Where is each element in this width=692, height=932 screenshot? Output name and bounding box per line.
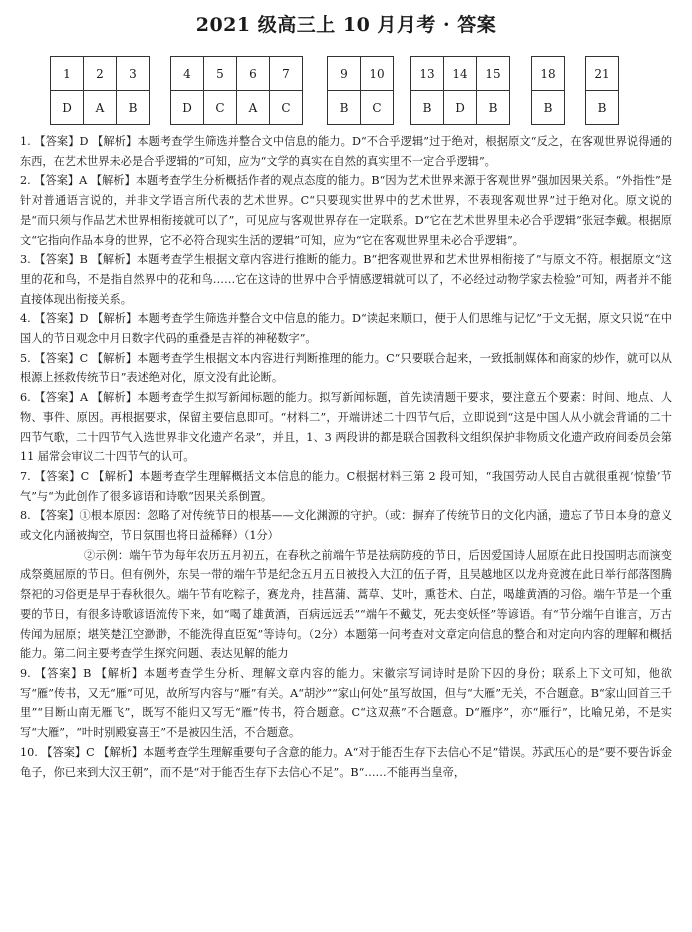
answer-cell [327,56,361,125]
answer-group [50,56,150,125]
answer-label: 7. 【答案】C [20,469,90,483]
explanation-text: 【解析】本题考查学生筛选并整合文中信息的能力。D“不合乎逻辑”过于绝对，根据原文“反之，在客观世界说得通的东西，在艺术世界未必是合乎逻辑的”可知，应为“文学的真实在自然的真实里不一定合乎逻辑”。 [20,135,673,168]
answer-paragraph [20,743,672,782]
answer-paragraph [20,506,672,545]
answer-letter: A [248,100,258,115]
answer-cell [443,56,477,125]
answer-group [585,56,619,125]
answer-letter: D [455,100,465,115]
question-number: 18 [532,57,564,91]
answer-label: 10. 【答案】C [20,745,95,759]
answer-cell [170,56,204,125]
answer-cell [410,56,444,125]
answer-table [0,56,692,124]
answer-paragraph [20,349,672,388]
answer-letter: B [488,100,498,115]
answer-group [170,56,303,125]
answer-letter: D [62,100,72,115]
answer-cell [476,56,510,125]
answer-cell [360,56,394,125]
question-number: 7 [270,57,302,91]
question-number: 2 [84,57,116,91]
answer-paragraph [20,132,672,171]
answer-paragraph [20,388,672,467]
question-number: 21 [586,57,618,91]
question-number: 6 [237,57,269,91]
answer-label: 6. 【答案】A [20,391,89,405]
answer-paragraph [20,664,672,743]
answer-paragraph [20,546,672,664]
page-title: 2021 级高三上 10 月月考 · 答案 [195,14,497,36]
explanation-text: 【解析】本题考查学生根据文本内容进行判断推理的能力。C“只要联合起来，一致抵制媒体和商家的炒作，就可以从根源上拯救传统节日”表述绝对化，原文没有此论断。 [20,351,672,385]
answer-label: 4. 【答案】D [20,312,89,326]
answer-letter: A [95,100,105,115]
answer-letter: C [281,100,291,115]
answer-paragraph [20,309,672,348]
answer-cell [531,56,565,125]
explanation-text: 【解析】本题考查学生根据文章内容进行推断的能力。B“把客观世界和艺术世界相衔接了”与原文不符。根据原文“这里的花和鸟，不是指自然界中的花和鸟……它在这诗的世界中合乎情感逻辑就可以了，不必经过动物学家去检验”可知，两者并不能直接体现出衔接关系。 [20,253,672,306]
explanation-text: 【解析】本题考查学生筛选并整合文中信息的能力。D“读起来顺口，便于人们思维与记忆”于文无据，原文只说“在中国人的节日观念中月日数字代码的重叠是吉祥的神秘数字”。 [20,312,673,346]
answer-label: 1. 【答案】D [20,135,89,148]
answer-letter: B [543,100,553,115]
answer-letter: B [128,100,138,115]
answer-group [410,56,510,125]
question-number: 10 [361,57,393,91]
answer-cell [50,56,84,125]
answer-label: 2. 【答案】A [20,174,88,188]
answer-cell [236,56,270,125]
answer-label: 3. 【答案】B [20,253,88,267]
explanation-text: 【解析】本题考查学生拟写新闻标题的能力。拟写新闻标题，首先读清题干要求，要注意五个要素：时间、地点、人物、事件、原因。再根据要求，保留主要信息即可。“材料二”，开端讲述二十四节气后，立即说到“这是中国人从小就会背诵的二十四节气歌，二十四节气入选世界非文化遗产名录”，并且，1、3 两段讲的都是联合国教科文组织保护非物质文化遗产政府间委员会第 11 届常会审议二十四节气的认可。 [20,391,673,464]
question-number: 9 [328,57,360,91]
answer-paragraph [20,250,672,309]
explanation-text: ②示例：端午节为每年农历五月初五，在春秋之前端午节是祛病防疫的节日，后因爱国诗人屈原在此日投国明志而演变成祭奠屈原的节日。但有例外，东吴一带的端午节是纪念五月五日被投入大江的伍子胥，且吴越地区以龙舟竞渡在此日举行部落图腾祭祀的习俗更是早于春秋很久。端午节有吃粽子，赛龙舟，挂菖蒲、蒿草、艾叶，熏苍术、白芷，喝雄黄酒的习俗。端午节是一个重要的节日，有很多诗歌谚语流传下来，如“喝了雄黄酒，百病远远丢”“端午不戴艾，死去变妖怪”等谚语。有“节分端午自谁言，万古传闻为屈原；堪笑楚江空渺渺，不能洗得直臣冤”等诗句。（2分）本题第一问考查对文章定向信息的整合和对定向内容的理解和概括能力。第二问主要考查学生探究问题、表达见解的能力 [20,548,672,661]
answer-label: 8. 【答案】 [20,509,80,523]
question-number: 15 [477,57,509,91]
answer-label: 9. 【答案】B [20,666,92,680]
answer-paragraph [20,467,672,506]
answer-group [531,56,565,125]
explanation-text: 【解析】本题考查学生分析概括作者的观点态度的能力。B“因为艺术世界来源于客观世界”强加因果关系。“外指性”是针对普通语言说的，并非文学语言所代表的艺术世界。C“只要现实世界中的艺术世界，不表现客观世界”过于绝对化。原文说的是“而只须与作品艺术世界相衔接就可以了”，可见应与客观世界存在一定联系。D“它在艺术世界里未必合乎逻辑”张冠李戴。根据原文“它指向作品本身的世界，它不必符合现实生活的逻辑”可知，应为“它在客观世界里未必合乎逻辑”。 [20,174,672,247]
answer-letter: B [422,100,432,115]
explanation-text: 【解析】本题考查学生理解概括文本信息的能力。C根据材料三第 2 段可知，“我国劳动人民自古就很重视‘惊蛰’节气”与“为此创作了很多谚语和诗歌”因果关系倒置。 [20,469,672,503]
answer-letter: C [215,100,225,115]
answer-cell [269,56,303,125]
question-number: 13 [411,57,443,91]
answer-letter: B [339,100,349,115]
explanation-text: 【解析】本题考查学生分析、理解文章内容的能力。宋徽宗写词诗时是阶下囚的身份；联系上下文可知，他欲写“雁”传书，又无“雁”可见，故所写内容与“雁”有关。A“胡沙”“家山何处”虽写故国，但与“大雁”无关，不合题意。B“家山回首三千里”“目断山南无雁飞”，既写不能归又写无“雁”传书，符合题意。C“这双燕”不合题意。D“雁序”，亦“雁行”，比喻兄弟，不是实写“大雁”，“叶时别殿宴喜王”不是被囚生活，不合题意。 [20,666,672,740]
answer-cell [585,56,619,125]
answer-letter: C [372,100,382,115]
answer-cell [83,56,117,125]
answer-paragraph [20,171,672,250]
answer-group [327,56,394,125]
answer-letter: B [597,100,607,115]
question-number: 5 [204,57,236,91]
question-number: 1 [51,57,83,91]
explanation-text: 【解析】本题考查学生理解重要句子含意的能力。A“对于能否生存下去信心不足”错误。苏武压心的是“要不要告诉金龟子，你已来到大汉王朝”，而不是“对于能否生存下去信心不足”。B“……不能再当皇帝， [20,745,673,779]
answer-explanations [20,132,672,782]
question-number: 3 [117,57,149,91]
explanation-text: ①根本原因：忽略了对传统节日的根基——文化渊源的守护。（或：摒弃了传统节日的文化内涵，遗忘了节日本身的意义或文化内涵被掏空，节日氛围也将日益稀释）（1分） [20,509,673,543]
answer-label: 5. 【答案】C [20,351,89,365]
question-number: 14 [444,57,476,91]
answer-cell [116,56,150,125]
answer-cell [203,56,237,125]
answer-letter: D [182,100,192,115]
question-number: 4 [171,57,203,91]
